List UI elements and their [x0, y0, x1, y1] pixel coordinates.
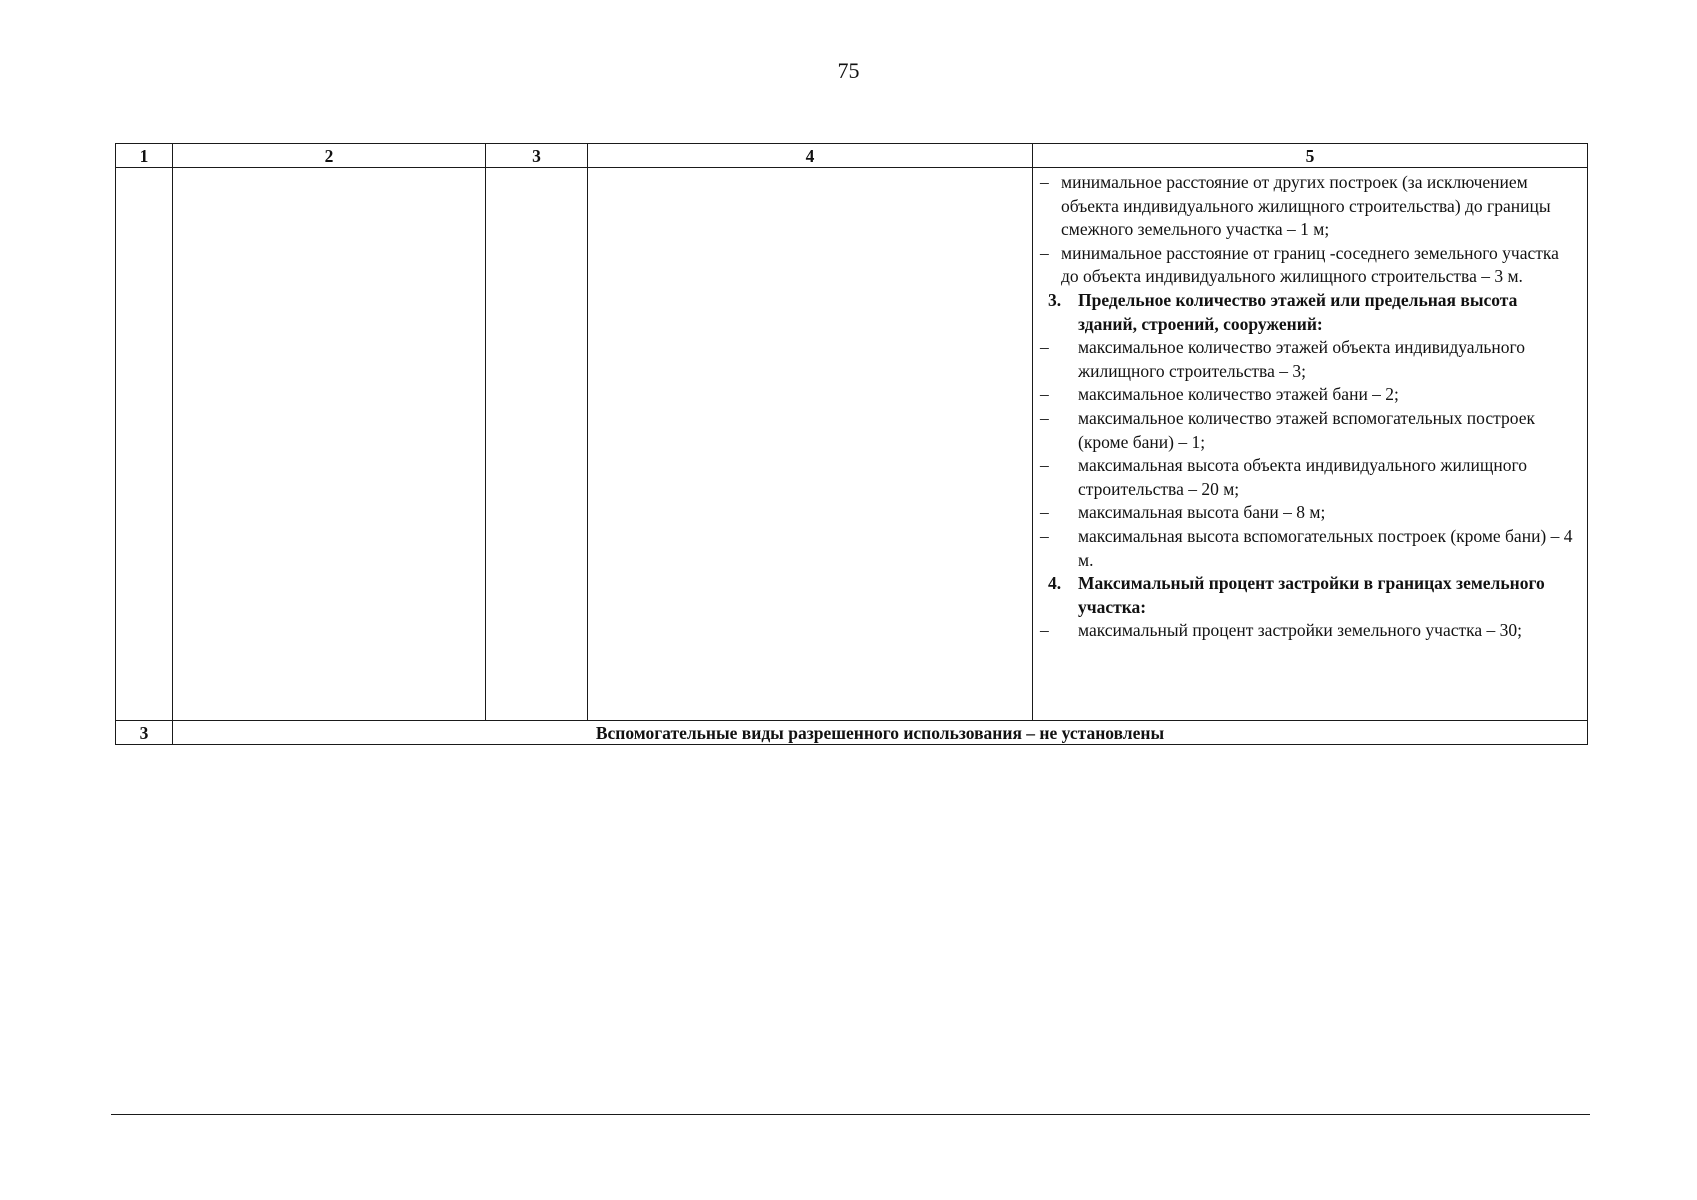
- list-item: [1040, 242, 1579, 289]
- dash-marker: –: [1040, 384, 1049, 405]
- list-item: [1040, 619, 1579, 643]
- dash-marker: –: [1040, 455, 1049, 476]
- table-header-row: [116, 144, 1588, 168]
- dash-marker: –: [1040, 172, 1049, 192]
- section-number: 4.: [1048, 573, 1062, 594]
- list-item: [1040, 336, 1579, 383]
- section-heading-4: [1040, 572, 1579, 619]
- list-item: [1040, 454, 1579, 501]
- list-item: [1040, 383, 1579, 407]
- list-item-text: максимальное количество этажей бани – 2;: [1078, 384, 1399, 405]
- header-col-3: 3: [486, 144, 588, 168]
- list-item: [1040, 501, 1579, 525]
- dash-marker: –: [1040, 407, 1049, 428]
- section-number: 3.: [1048, 289, 1062, 310]
- header-col-5: 5: [1033, 144, 1588, 168]
- dash-marker: –: [1040, 337, 1049, 358]
- list-item: [1040, 525, 1579, 572]
- auxiliary-uses-text: Вспомогательные виды разрешенного использования – не установлены: [173, 721, 1588, 745]
- header-col-4: 4: [588, 144, 1033, 168]
- section-title: Предельное количество этажей или предельная высота зданий, строений, сооружений:: [1078, 289, 1518, 334]
- cell-col-4: [588, 168, 1033, 721]
- list-item: [1040, 171, 1579, 242]
- dash-marker: –: [1040, 242, 1049, 263]
- cell-col-3: [486, 168, 588, 721]
- table-row: [116, 168, 1588, 721]
- list-item-text: максимальная высота бани – 8 м;: [1078, 502, 1326, 523]
- dash-marker: –: [1040, 502, 1049, 523]
- dash-marker: –: [1040, 525, 1049, 546]
- footer-divider: [111, 1114, 1590, 1115]
- list-item-text: минимальное расстояние от границ -соседнего земельного участка до объекта индивидуального жилищного строительства – 3 м.: [1061, 242, 1559, 287]
- header-col-2: 2: [173, 144, 486, 168]
- section-heading-3: [1040, 289, 1579, 336]
- list-item-text: максимальная высота вспомогательных построек (кроме бани) – 4 м.: [1078, 525, 1573, 570]
- list-item-text: максимальная высота объекта индивидуального жилищного строительства – 20 м;: [1078, 455, 1527, 499]
- regulations-table: [115, 143, 1588, 745]
- list-item-text: максимальный процент застройки земельного участка – 30;: [1078, 620, 1522, 641]
- list-item-text: минимальное расстояние от других построек (за исключением объекта индивидуального жилищного строительства) до границы смежного земельного участка – 1 м;: [1061, 172, 1551, 240]
- cell-col-2: [173, 168, 486, 721]
- page-number: 75: [837, 58, 860, 83]
- list-item: [1040, 407, 1579, 454]
- row-number: 3: [116, 721, 173, 745]
- cell-col-5-parameters: [1033, 168, 1588, 721]
- list-item-text: максимальное количество этажей объекта индивидуального жилищного строительства – 3;: [1078, 337, 1526, 381]
- list-item-text: максимальное количество этажей вспомогательных построек (кроме бани) – 1;: [1078, 407, 1535, 452]
- cell-col-1: [116, 168, 173, 721]
- table-row-auxiliary-uses: [116, 721, 1588, 745]
- section-title: Максимальный процент застройки в границах земельного участка:: [1078, 573, 1545, 617]
- dash-marker: –: [1040, 620, 1049, 641]
- header-col-1: 1: [116, 144, 173, 168]
